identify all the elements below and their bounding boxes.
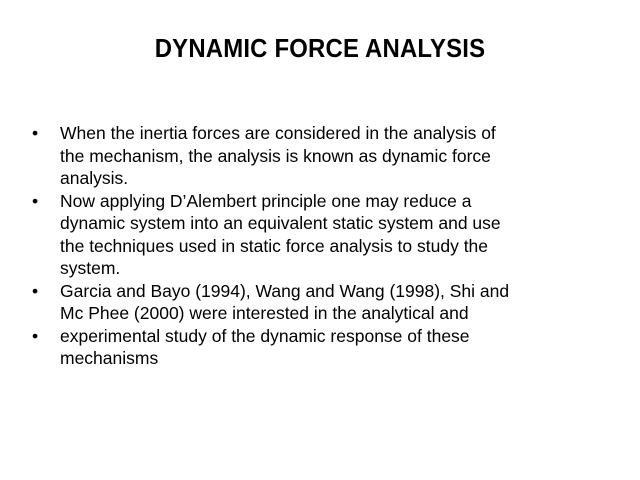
bullet-text: When the inertia forces are considered in the analysis of the mechanism, the analysis is known as dynamic force analysis. xyxy=(60,123,496,188)
slide-title: DYNAMIC FORCE ANALYSIS xyxy=(154,33,486,63)
bullet-text: Garcia and Bayo (1994), Wang and Wang (1998), Shi and Mc Phee (2000) were interested in the analytical and xyxy=(60,280,510,323)
bullet-text: experimental study of the dynamic response of these mechanisms xyxy=(60,325,470,368)
bullet-item xyxy=(32,325,592,370)
bullet-list xyxy=(32,122,592,370)
bullet-marker: • xyxy=(32,123,39,143)
bullet-item xyxy=(32,122,592,190)
bullet-item xyxy=(32,280,592,325)
bullet-marker: • xyxy=(32,325,39,346)
bullet-marker: • xyxy=(32,280,39,301)
bullet-marker: • xyxy=(32,190,39,211)
bullet-text: Now applying D’Alembert principle one may reduce a dynamic system into an equivalent static system and use the techniques used in static force analysis to study the system. xyxy=(60,190,501,278)
bullet-item xyxy=(32,190,592,280)
